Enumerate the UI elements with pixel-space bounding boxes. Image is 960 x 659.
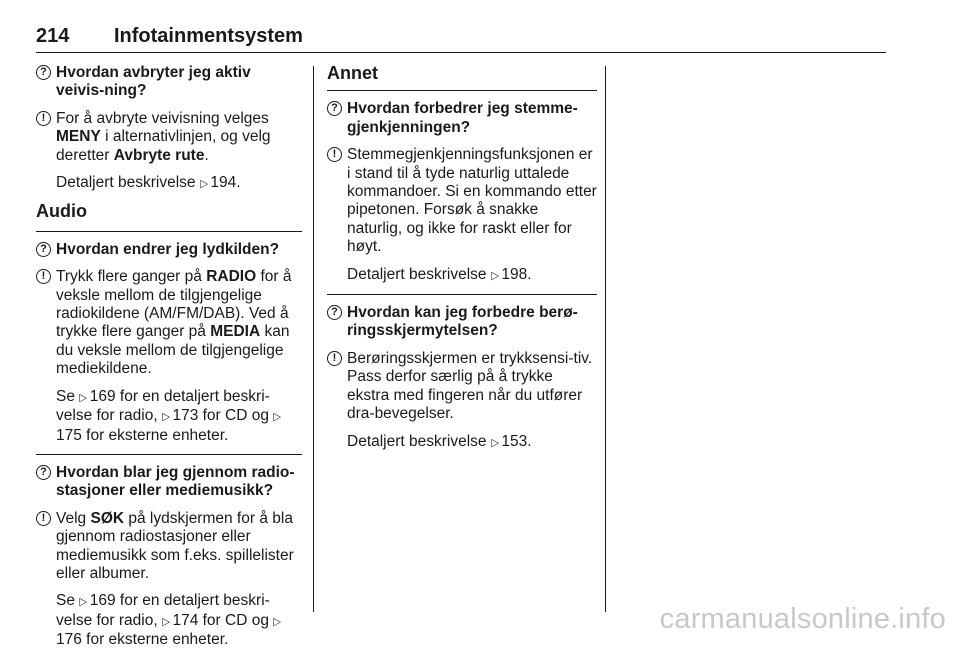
section-divider: [36, 454, 302, 455]
question-item: ? Hvordan endrer jeg lydkilden?: [36, 241, 302, 259]
question-text: Hvordan avbryter jeg aktiv veivis-ning?: [56, 64, 251, 100]
question-circle-icon: ?: [327, 101, 342, 116]
search-keyword: SØK: [90, 509, 125, 527]
exclamation-circle-icon: !: [36, 269, 51, 284]
section-divider: [36, 231, 302, 232]
page-header: [36, 22, 886, 53]
right-column: [327, 64, 597, 461]
reference-line: Detaljert beskrivelse ▷ 153.: [327, 433, 597, 452]
question-item: ? Hvordan forbedrer jeg stemme-gjenkjenningen?: [327, 100, 597, 137]
reference-line: Se ▷ 169 for en detaljert beskri-velse for radio, ▷ 174 for CD og ▷176 for eksterne enheter.: [56, 592, 282, 649]
answer-item: ! Trykk flere ganger på RADIO for å veksle mellom de tilgjengelige radiokildene (AM/FM/DAB). Ved å trykke flere ganger på MEDIA kan du veksle mellom de tilgjengelige mediekildene.: [36, 268, 302, 378]
reference-arrow-icon: ▷: [273, 615, 282, 628]
reference-arrow-icon: ▷: [162, 411, 171, 424]
answer-item: ! Stemmegjenkjenningsfunksjonen er i stand til å tyde naturlig uttalede kommandoer. Si en kommando etter pipetonen. Forsøk å snakke naturlig, og ikke for raskt eller for høyt.: [327, 146, 597, 256]
section-divider: [327, 294, 597, 295]
exclamation-circle-icon: !: [36, 511, 51, 526]
column-divider-left: [313, 66, 314, 612]
exclamation-circle-icon: !: [327, 351, 342, 366]
reference-arrow-icon: ▷: [491, 436, 499, 449]
radio-keyword: RADIO: [206, 268, 257, 286]
media-keyword: MEDIA: [210, 323, 261, 341]
answer-item: ! Berøringsskjermen er trykksensi-tiv. Pass derfor særlig på å trykke ekstra med fingeren når du utfører dra-bevegelser.: [327, 350, 597, 424]
page-title: Infotainmentsystem: [114, 25, 303, 47]
page-number: 214: [36, 25, 70, 47]
reference-arrow-icon: ▷: [273, 411, 282, 424]
menu-keyword: MENY: [56, 128, 101, 146]
question-item: ? Hvordan blar jeg gjennom radio-stasjoner eller mediemusikk?: [36, 464, 302, 501]
section-divider: [327, 90, 597, 91]
question-item: ? Hvordan kan jeg forbedre berø-ringsskjermytelsen?: [327, 304, 597, 341]
reference-arrow-icon: ▷: [162, 615, 171, 628]
question-circle-icon: ?: [36, 465, 51, 480]
question-item: [36, 64, 302, 101]
left-column: [36, 64, 302, 659]
cancel-route-keyword: Avbryte rute: [113, 146, 205, 164]
exclamation-circle-icon: !: [36, 111, 51, 126]
question-circle-icon: ?: [327, 305, 342, 320]
answer-item: ! For å avbryte veivisning velges MENY i alternativlinjen, og velg deretter Avbryte rute.: [36, 110, 302, 165]
question-circle-icon: ?: [36, 65, 51, 80]
question-circle-icon: ?: [36, 242, 51, 257]
column-divider-right: [605, 66, 606, 612]
section-heading-annet: Annet: [327, 63, 378, 83]
exclamation-circle-icon: !: [327, 147, 342, 162]
reference-arrow-icon: ▷: [79, 596, 88, 609]
reference-arrow-icon: ▷: [200, 178, 208, 191]
reference-line: Se ▷ 169 for en detaljert beskri-velse for radio, ▷ 173 for CD og ▷175 for eksterne enheter.: [56, 387, 282, 444]
reference-line: Detaljert beskrivelse ▷ 198.: [327, 266, 597, 285]
section-heading-audio: Audio: [36, 201, 87, 222]
reference-arrow-icon: ▷: [491, 269, 499, 282]
answer-item: ! Velg SØK på lydskjermen for å bla gjennom radiostasjoner eller mediemusikk som f.eks. spillelister eller albumer.: [36, 510, 302, 584]
reference-line: Detaljert beskrivelse ▷ 194.: [36, 174, 302, 193]
reference-arrow-icon: ▷: [79, 391, 88, 404]
watermark: carmanualsonline.info: [659, 603, 946, 635]
